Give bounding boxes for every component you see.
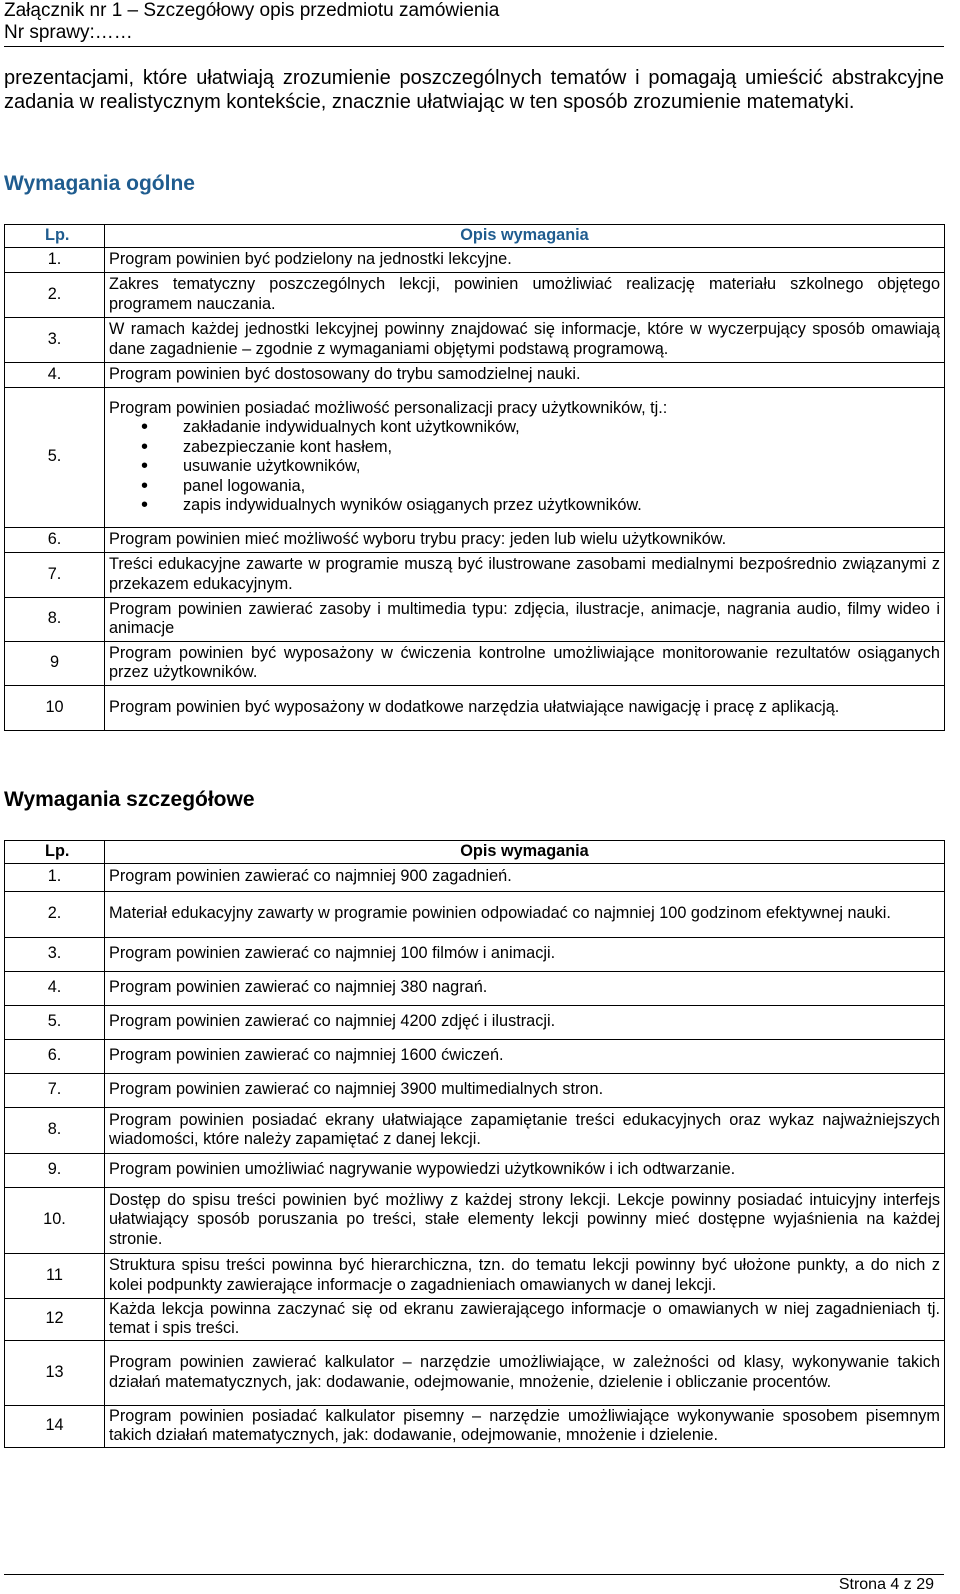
personalization-list bbox=[109, 418, 940, 516]
row-number: 10. bbox=[5, 1187, 105, 1253]
row-number: 7. bbox=[5, 1073, 105, 1107]
table-row bbox=[5, 641, 945, 685]
row-description: Program powinien zawierać kalkulator – narzędzie umożliwiające, w zależności od klasy, wykonywanie takich działań matematycznych, jak: dodawanie, odejmowanie, mnożenie, dzielenie i obliczanie procentów. bbox=[105, 1340, 945, 1405]
table-row bbox=[5, 891, 945, 937]
row-description bbox=[105, 387, 945, 527]
detailed-requirements-table bbox=[4, 840, 945, 1448]
column-header-lp: Lp. bbox=[5, 225, 105, 248]
row-number: 8. bbox=[5, 597, 105, 641]
list-item: • usuwanie użytkowników, bbox=[183, 457, 940, 477]
table-row bbox=[5, 597, 945, 641]
row-number: 2. bbox=[5, 891, 105, 937]
row-description: W ramach każdej jednostki lekcyjnej powinny znajdować się informacje, które w wyczerpujący sposób omawiają dane zagadnienie – zgodnie z wymaganiami objętymi podstawą programową. bbox=[105, 317, 945, 362]
row-description: Program powinien zawierać co najmniej 1600 ćwiczeń. bbox=[105, 1039, 945, 1073]
row-number: 13 bbox=[5, 1340, 105, 1405]
row-description: Program powinien być wyposażony w ćwiczenia kontrolne umożliwiające monitorowanie rezultatów osiąganych przez użytkowników. bbox=[105, 641, 945, 685]
list-item: • zapis indywidualnych wyników osiąganych przez użytkowników. bbox=[183, 496, 940, 516]
page-header bbox=[4, 0, 944, 47]
header-case-number: Nr sprawy:…… bbox=[4, 22, 133, 43]
row-description: Program powinien umożliwiać nagrywanie wypowiedzi użytkowników i ich odtwarzanie. bbox=[105, 1153, 945, 1187]
page-footer bbox=[4, 1574, 944, 1594]
row-number: 9 bbox=[5, 641, 105, 685]
row-number: 4. bbox=[5, 971, 105, 1005]
row-number: 14 bbox=[5, 1405, 105, 1447]
row-number: 4. bbox=[5, 362, 105, 387]
row-description: Program powinien posiadać ekrany ułatwiające zapamiętanie treści edukacyjnych oraz wykaz najważniejszych wiadomości, które należy zapamiętać z danej lekcji. bbox=[105, 1107, 945, 1153]
table-row bbox=[5, 552, 945, 597]
row-description: Program powinien posiadać kalkulator pisemny – narzędzie umożliwiające wykonywanie sposobem pisemnym takich działań matematycznych, jak: dodawanie, odejmowanie, mnożenie i dzielenie. bbox=[105, 1405, 945, 1447]
row-description: Program powinien zawierać co najmniej 900 zagadnień. bbox=[105, 863, 945, 891]
table-row bbox=[5, 1073, 945, 1107]
list-item: • zakładanie indywidualnych kont użytkowników, bbox=[183, 418, 940, 438]
column-header-lp: Lp. bbox=[5, 841, 105, 864]
table-row bbox=[5, 387, 945, 527]
table-row bbox=[5, 247, 945, 272]
row-description: Dostęp do spisu treści powinien być możliwy z każdej strony lekcji. Lekcje powinny posiadać intuicyjny interfejs ułatwiający sposób poruszania po treści, stałe elementy lekcji powinny mieć dostępne wyjaśnienia na każdej stronie. bbox=[105, 1187, 945, 1253]
column-header-opis: Opis wymagania bbox=[105, 225, 945, 248]
row-number: 10 bbox=[5, 685, 105, 730]
row-description: Program powinien mieć możliwość wyboru trybu pracy: jeden lub wielu użytkowników. bbox=[105, 527, 945, 552]
row-description: Treści edukacyjne zawarte w programie muszą być ilustrowane zasobami medialnymi bezpośrednio związanymi z przekazem edukacyjnym. bbox=[105, 552, 945, 597]
row-number: 9. bbox=[5, 1153, 105, 1187]
table-row bbox=[5, 317, 945, 362]
row-description: Struktura spisu treści powinna być hierarchiczna, tzn. do tematu lekcji powinny być ułożone punkty, a do nich z kolei podpunkty zawierające informacje o zagadnieniach omawianych w danej lekcji. bbox=[105, 1253, 945, 1298]
table-row bbox=[5, 1107, 945, 1153]
table-row bbox=[5, 1405, 945, 1447]
row-description: Program powinien być podzielony na jednostki lekcyjne. bbox=[105, 247, 945, 272]
section-title-general: Wymagania ogólne bbox=[4, 172, 195, 195]
row-number: 12 bbox=[5, 1298, 105, 1340]
row-number: 1. bbox=[5, 247, 105, 272]
table-row bbox=[5, 1340, 945, 1405]
row-description: Program powinien zawierać co najmniej 3900 multimedialnych stron. bbox=[105, 1073, 945, 1107]
row-description: Program powinien zawierać co najmniej 100 filmów i animacji. bbox=[105, 937, 945, 971]
row-number: 1. bbox=[5, 863, 105, 891]
row-number: 6. bbox=[5, 1039, 105, 1073]
table-row bbox=[5, 1153, 945, 1187]
row-description: Program powinien zawierać co najmniej 380 nagrań. bbox=[105, 971, 945, 1005]
row-number: 6. bbox=[5, 527, 105, 552]
row-number: 7. bbox=[5, 552, 105, 597]
table-row bbox=[5, 1187, 945, 1253]
page-number: Strona 4 z 29 bbox=[838, 1576, 934, 1593]
table-row bbox=[5, 1039, 945, 1073]
personalization-intro: Program powinien posiadać możliwość personalizacji pracy użytkowników, tj.: bbox=[109, 398, 668, 417]
table-header-row bbox=[5, 841, 945, 864]
list-item: • zabezpieczanie kont hasłem, bbox=[183, 438, 940, 458]
table-row bbox=[5, 863, 945, 891]
table-row bbox=[5, 362, 945, 387]
table-row bbox=[5, 1253, 945, 1298]
row-number: 2. bbox=[5, 272, 105, 317]
row-description: Program powinien zawierać zasoby i multimedia typu: zdjęcia, ilustracje, animacje, nagrania audio, filmy wideo i animacje bbox=[105, 597, 945, 641]
table-row bbox=[5, 527, 945, 552]
table-row bbox=[5, 272, 945, 317]
table-row bbox=[5, 971, 945, 1005]
row-number: 11 bbox=[5, 1253, 105, 1298]
table-header-row bbox=[5, 225, 945, 248]
row-description: Każda lekcja powinna zaczynać się od ekranu zawierającego informacje o omawianych w niej zagadnieniach tj. temat i spis treści. bbox=[105, 1298, 945, 1340]
table-row bbox=[5, 1005, 945, 1039]
row-number: 3. bbox=[5, 317, 105, 362]
table-row bbox=[5, 685, 945, 730]
row-description: Zakres tematyczny poszczególnych lekcji, powinien umożliwiać realizację materiału szkolnego objętego programem nauczania. bbox=[105, 272, 945, 317]
list-item: • panel logowania, bbox=[183, 477, 940, 497]
row-description: Program powinien być wyposażony w dodatkowe narzędzia ułatwiające nawigację i pracę z aplikacją. bbox=[105, 685, 945, 730]
row-description: Program powinien być dostosowany do trybu samodzielnej nauki. bbox=[105, 362, 945, 387]
column-header-opis: Opis wymagania bbox=[105, 841, 945, 864]
table-row bbox=[5, 937, 945, 971]
row-number: 8. bbox=[5, 1107, 105, 1153]
table-row bbox=[5, 1298, 945, 1340]
row-number: 5. bbox=[5, 1005, 105, 1039]
general-requirements-table bbox=[4, 224, 945, 731]
intro-paragraph: prezentacjami, które ułatwiają zrozumienie poszczególnych tematów i pomagają umieścić abstrakcyjne zadania w realistycznym kontekście, znacznie ułatwiając w ten sposób zrozumienie matematyki. bbox=[4, 67, 944, 113]
row-description: Program powinien zawierać co najmniej 4200 zdjęć i ilustracji. bbox=[105, 1005, 945, 1039]
header-title: Załącznik nr 1 – Szczegółowy opis przedmiotu zamówienia bbox=[4, 0, 500, 21]
section-title-detailed: Wymagania szczegółowe bbox=[4, 788, 255, 811]
row-number: 5. bbox=[5, 387, 105, 527]
row-number: 3. bbox=[5, 937, 105, 971]
row-description: Materiał edukacyjny zawarty w programie powinien odpowiadać co najmniej 100 godzinom efektywnej nauki. bbox=[105, 891, 945, 937]
